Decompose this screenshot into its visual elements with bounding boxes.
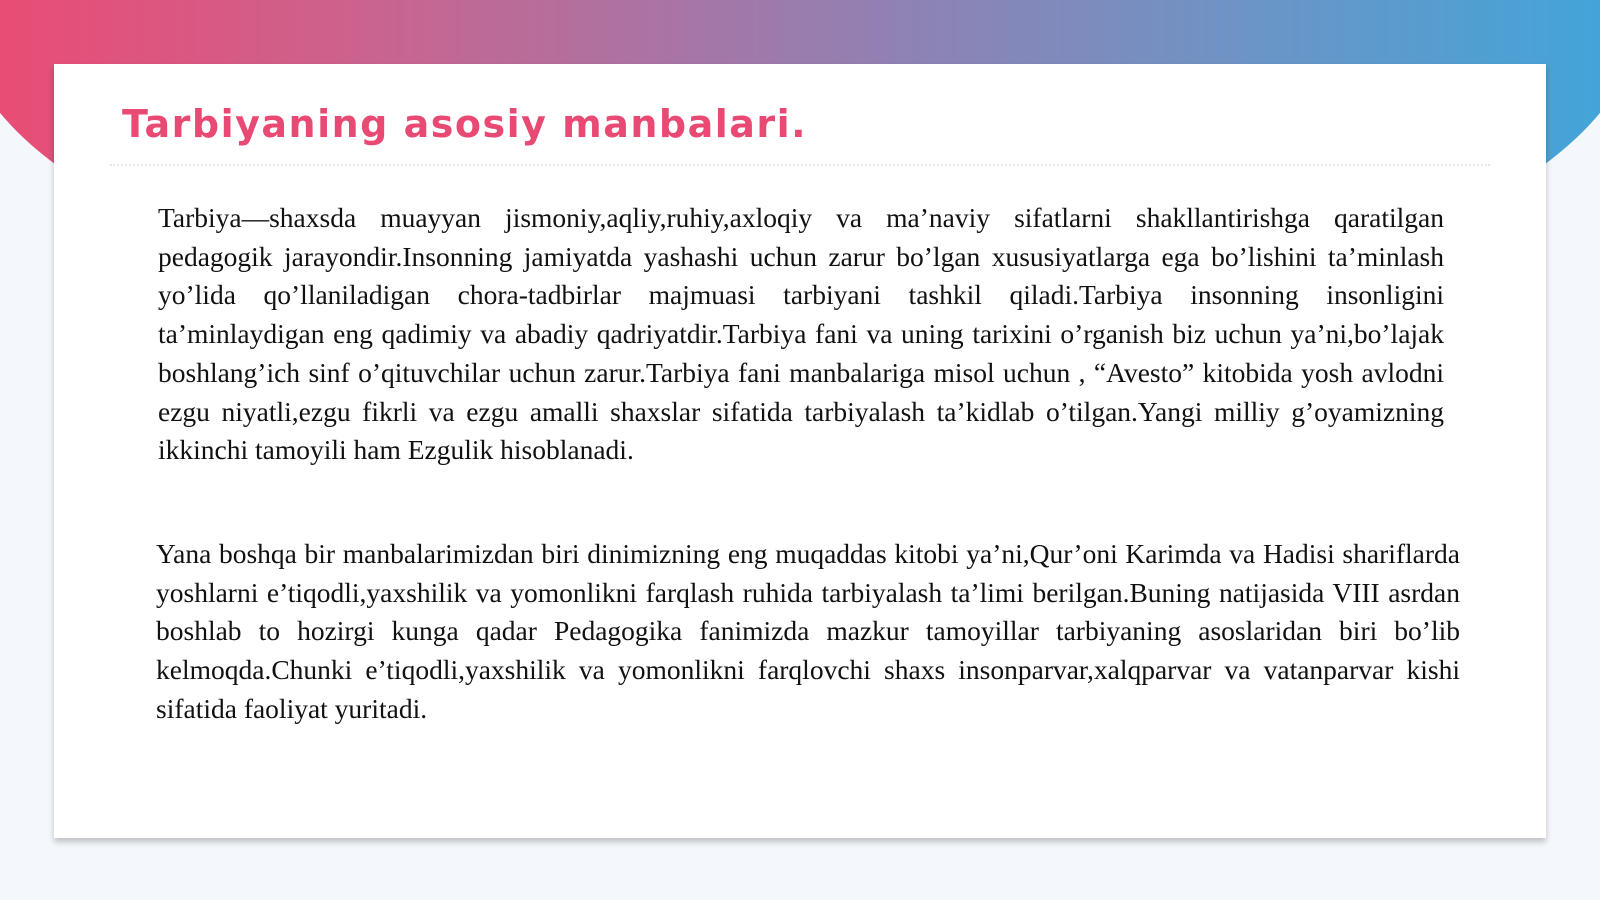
paragraph-2: Yana boshqa bir manbalarimizdan biri dinimizning eng muqaddas kitobi ya’ni,Qur’oni Karimda va Hadisi shariflarda yoshlarni e’tiqodli,yaxshilik va yomonlikni farqlash ruhida tarbiyalash ta’limi berilgan.Buning natijasida VIII asrdan boshlab to hozirgi kunga qadar Pedagogika fanimizda mazkur tamoyillar tarbiyaning asoslaridan biri bo’lib kelmoqda.Chunki e’tiqodli,yaxshilik va yomonlikni farqlovchi shaxs insonparvar,xalqparvar va vatanparvar kishi sifatida faoliyat yuritadi. bbox=[156, 538, 1460, 724]
content-card bbox=[54, 64, 1546, 838]
paragraph-1: Tarbiya—shaxsda muayyan jismoniy,aqliy,ruhiy,axloqiy va ma’naviy sifatlarni shakllantirishga qaratilgan pedagogik jarayondir.Insonning jamiyatda yashashi uchun zarur bo’lgan xususiyatlarga ega bo’lishini ta’minlash yo’lida qo’llaniladigan chora-tadbirlar majmuasi tarbiyani tashkil qiladi.Tarbiya insonning insonligini ta’minlaydigan eng qadimiy va abadiy qadriyatdir.Tarbiya fani va uning tarixini o’rganish biz uchun ya’ni,bo’lajak boshlang’ich sinf o’qituvchilar uchun zarur.Tarbiya fani manbalariga misol uchun , “Avesto” kitobida yosh avlodni ezgu niyatli,ezgu fikrli va ezgu amalli shaxslar sifatida tarbiyalash ta’kidlab o’tilgan.Yangi milliy g’oyamizning ikkinchi tamoyili ham Ezgulik hisoblanadi. bbox=[158, 202, 1444, 466]
slide-title: Tarbiyaning asosiy manbalari. bbox=[122, 102, 808, 146]
title-divider bbox=[110, 164, 1490, 166]
